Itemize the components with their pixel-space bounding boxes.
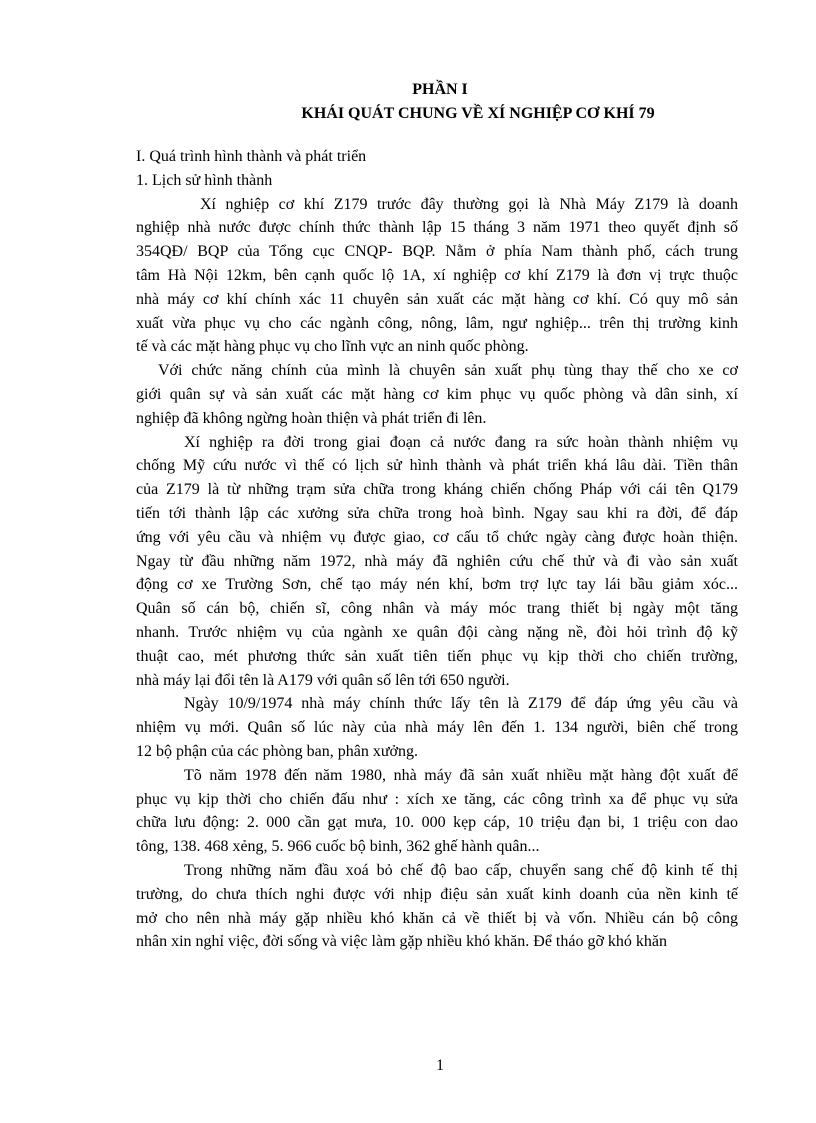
paragraph-line: thuật cao, mét phương thức sản xuất tiên tiến phục vụ kịp thời cho chiến trường,: [136, 647, 738, 665]
paragraph: [136, 359, 738, 430]
paragraph: [136, 692, 738, 763]
paragraph-line: nhiệm vụ mới. Quân số lúc này của nhà máy lên đến 1. 134 người, biên chế trong: [136, 719, 738, 737]
page-number: 1: [436, 1057, 444, 1074]
paragraph-line: nhân xin nghỉ việc, đời sống và việc làm gặp nhiều khó khăn. Để tháo gỡ khó khăn: [136, 933, 668, 951]
paragraph-line: chữa lưu động: 2. 000 cần gạt mưa, 10. 000 kẹp cáp, 10 triệu đạn bi, 1 triệu con dao: [136, 814, 738, 832]
subsection-heading: 1. Lịch sử hình thành: [136, 171, 273, 189]
paragraph-line: nhà máy cơ khí chính xác 11 chuyên sản xuất các mặt hàng cơ khí. Có quy mô sản: [136, 290, 738, 308]
paragraph-line: trường, do chưa thích nghi được với nhịp điệu sản xuất kinh doanh của nền kinh tế: [136, 885, 738, 903]
paragraph-line: xuất vừa phục vụ cho các ngành công, nông, lâm, ngư nghiệp... trên thị trường kinh: [136, 314, 738, 332]
paragraph-line: tiến tới thành lập các xưởng sửa chữa trong hoà bình. Ngay sau khi ra đời, để đáp: [136, 504, 738, 522]
paragraph: [136, 193, 738, 360]
paragraph-container: [136, 193, 738, 955]
paragraph-line: Quân số cán bộ, chiến sĩ, công nhân và máy móc trang thiết bị ngày một tăng: [136, 600, 738, 618]
part-heading: PHẦN I: [412, 81, 468, 98]
paragraph-line: tông, 138. 468 xẻng, 5. 966 cuốc bộ binh, 362 ghế hành quân...: [136, 838, 540, 856]
paragraph-line: 12 bộ phận của các phòng ban, phân xưởng.: [136, 742, 418, 760]
paragraph-line: Tõ năm 1978 đến năm 1980, nhà máy đã sản xuất nhiều mặt hàng đột xuất để: [184, 766, 738, 784]
paragraph-line: Xí nghiệp cơ khí Z179 trước đây thường gọi là Nhà Máy Z179 là doanh: [200, 195, 738, 213]
paragraph: [136, 431, 738, 693]
paragraph-line: mở cho nên nhà máy gặp nhiều khó khăn cả về thiết bị và vốn. Nhiều cán bộ công: [136, 909, 738, 927]
paragraph-line: ứng với yêu cầu và nhiệm vụ được giao, cơ cấu tổ chức ngày càng được hoàn thiện.: [136, 528, 738, 546]
paragraph-line: Ngay từ đầu những năm 1972, nhà máy đã nghiên cứu chế thử và đi vào sản xuất: [136, 552, 738, 570]
paragraph: [136, 764, 738, 859]
paragraph-line: Xí nghiệp ra đời trong giai đoạn cả nước đang ra sức hoàn thành nhiệm vụ: [184, 433, 738, 451]
paragraph-line: nhà máy lại đổi tên là A179 với quân số lên tới 650 người.: [136, 671, 510, 689]
paragraph-line: nhanh. Trước nhiệm vụ của ngành xe quân đội càng nặng nề, đòi hỏi trình độ kỹ: [136, 623, 738, 641]
paragraph: [136, 859, 738, 954]
document-body: [136, 145, 738, 954]
paragraph-line: phục vụ kịp thời cho chiến đấu như : xích xe tăng, các công trình xa để phục vụ sửa: [136, 790, 738, 808]
paragraph-line: Trong những năm đầu xoá bỏ chế độ bao cấp, chuyển sang chế độ kinh tế thị: [184, 861, 738, 879]
paragraph-line: giới quân sự và sản xuất các mặt hàng cơ kim phục vụ quốc phòng và dân sinh, xí: [136, 385, 738, 403]
paragraph-line: 354QĐ/ BQP của Tổng cục CNQP- BQP. Nằm ở phía Nam thành phố, cách trung: [136, 243, 738, 261]
section-heading: I. Quá trình hình thành và phát triển: [136, 148, 367, 165]
paragraph-line: của Z179 là từ những trạm sửa chữa trong kháng chiến chống Pháp với cái tên Q179: [136, 481, 738, 499]
paragraph-line: động cơ xe Trường Sơn, chế tạo máy nén khí, bơm trợ lực tay lái bầu giảm xóc...: [136, 576, 738, 594]
paragraph-line: chống Mỹ cứu nước vì thế có lịch sử hình thành và phát triển khá lâu dài. Tiền thân: [136, 457, 738, 475]
paragraph-line: tâm Hà Nội 12km, bên cạnh quốc lộ 1A, xí nghiệp cơ khí Z179 là đơn vị trực thuộc: [136, 266, 738, 284]
document-title: KHÁI QUÁT CHUNG VỀ XÍ NGHIỆP CƠ KHÍ 79: [301, 105, 655, 122]
paragraph-line: nghiệp nhà nước được chính thức thành lập 15 tháng 3 năm 1971 theo quyết định số: [136, 219, 738, 237]
paragraph-line: nghiệp đã không ngừng hoàn thiện và phát triển đi lên.: [136, 409, 487, 427]
paragraph-line: Với chức năng chính của mình là chuyên sản xuất phụ tùng thay thế cho xe cơ: [158, 362, 738, 380]
paragraph-line: Ngày 10/9/1974 nhà máy chính thức lấy tên là Z179 để đáp ứng yêu cầu và: [184, 695, 738, 713]
paragraph-line: tế và các mặt hàng phục vụ cho lĩnh vực an ninh quốc phòng.: [136, 338, 529, 356]
